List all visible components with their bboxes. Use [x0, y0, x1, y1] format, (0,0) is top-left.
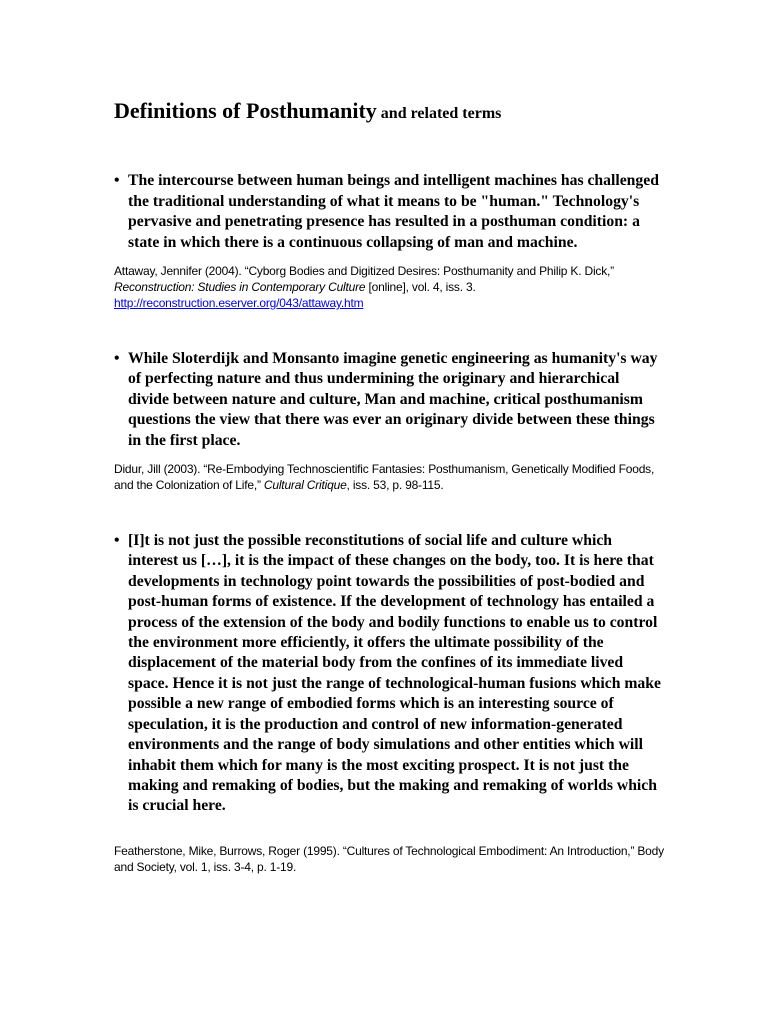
bullet-icon: • [114, 350, 120, 368]
definition-quote [114, 171, 664, 253]
definition-entry-2 [114, 349, 664, 493]
citation-source-title: Reconstruction: Studies in Contemporary Culture [114, 280, 366, 295]
citation-tail: [online], vol. 4, iss. 3. [365, 280, 476, 295]
quote-text: While Sloterdijk and Monsanto imagine genetic engineering as humanity's way of perfecting nature and thus undermining the originary and hierarchical divide between nature and culture, Man and machine, critical posthumanism questions the view that there was ever an originary divide between these things in the first place. [128, 350, 658, 449]
definition-entry-1 [114, 171, 664, 311]
citation [114, 843, 664, 875]
quote-text: The intercourse between human beings and intelligent machines has challenged the traditional understanding of what it means to be "human." Technology's pervasive and penetrating presence has resulted in a posthuman condition: a state in which there is a continuous collapsing of man and machine. [128, 172, 659, 251]
bullet-icon: • [114, 172, 120, 190]
citation-lead: Attaway, Jennifer (2004). “Cyborg Bodies and Digitized Desires: Posthumanity and Philip K. Dick,” [114, 264, 614, 279]
bullet-icon: • [114, 532, 120, 550]
citation-tail: , iss. 53, p. 98-115. [346, 478, 444, 493]
citation-source-title: Cultural Critique [263, 478, 347, 493]
citation [114, 263, 664, 311]
quote-text: [I]t is not just the possible reconstitutions of social life and culture which interest us […], it is the impact of these changes on the body, too. It is here that developments in technology point towards the possibilities of post-bodied and post-human forms of existence. If the development of technology has entailed a process of the extension of the body and bodily functions to enable us to control the environment more efficiently, it offers the ultimate possibility of the displacement of the material body from the confines of its immediate lived space. Hence it is not just the range of technological-human fusions which make possible a new range of embodied forms which is an interesting source of speculation, it is the production and control of new information-generated environments and the range of body simulations and other entities which will inhabit them which for many is the most exciting prospect. It is not just the making and remaking of bodies, but the making and remaking of worlds which is crucial here. [128, 532, 661, 815]
definition-quote [114, 349, 664, 451]
page-title [114, 88, 664, 126]
definition-quote [114, 531, 664, 817]
title-subtitle: and related terms [376, 105, 502, 122]
citation-lead: Featherstone, Mike, Burrows, Roger (1995). “Cultures of Technological Embodiment: An Introduction,” Body and Society, vol. 1, iss. 3-4, p. 1-19. [114, 843, 664, 874]
citation-link[interactable]: http://reconstruction.eserver.org/043/attaway.htm [114, 296, 364, 311]
definition-entry-3 [114, 531, 664, 875]
citation-lead: Didur, Jill (2003). “Re-Embodying Technoscientific Fantasies: Posthumanism, Genetically Modified Foods, and the Colonization of Life,” [114, 462, 655, 493]
document-page [114, 88, 664, 913]
citation [114, 461, 664, 493]
title-main: Definitions of Posthumanity [114, 98, 377, 123]
